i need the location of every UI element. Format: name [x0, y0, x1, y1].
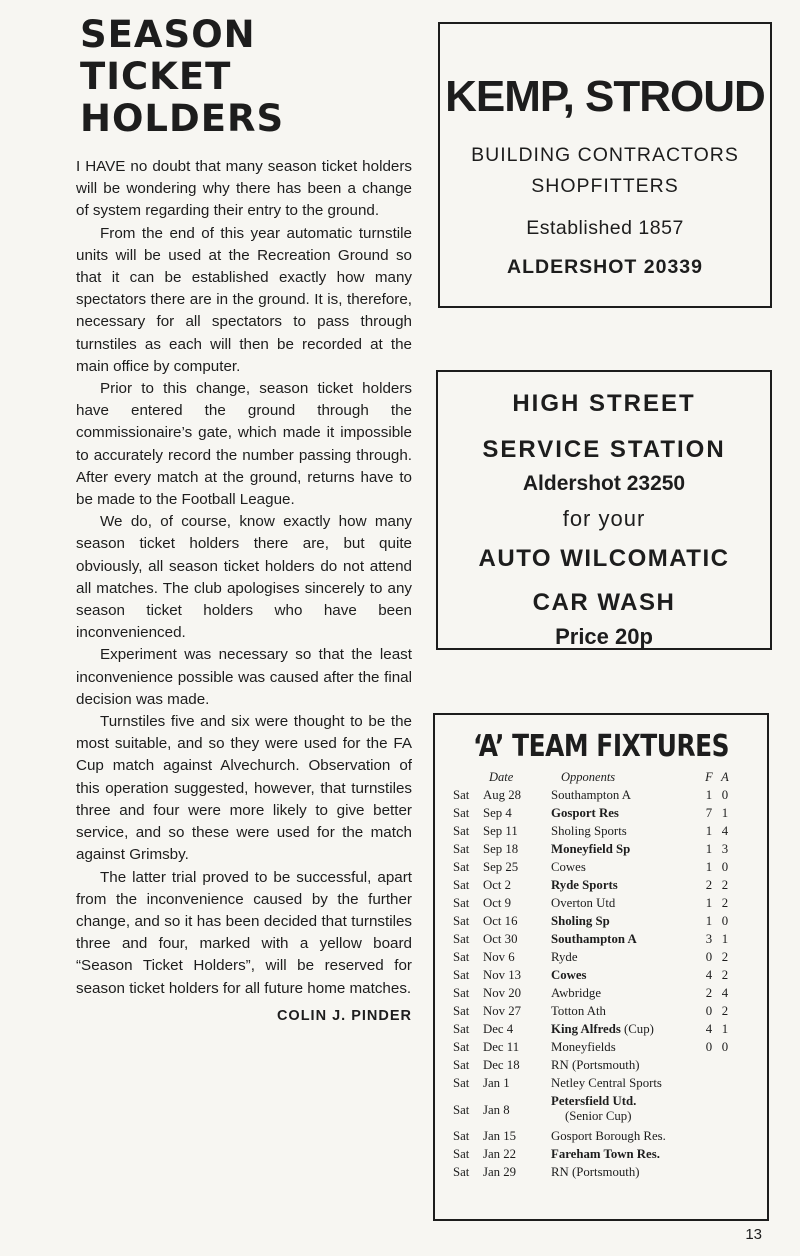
fixture-date: Jan 29 [483, 1165, 517, 1179]
fixture-opponent [551, 1056, 701, 1074]
fixtures-table [453, 768, 733, 1181]
opponent-name: Petersfield Utd. [551, 1094, 637, 1108]
fixture-against: 0 [721, 914, 729, 928]
fixture-day: Sat [453, 1076, 470, 1090]
fixture-opponent [551, 894, 701, 912]
opponent-name: Sholing Sp [551, 914, 610, 928]
fixture-row [453, 1020, 733, 1038]
opponent-name: RN (Portsmouth) [551, 1058, 640, 1072]
fixture-day: Sat [453, 914, 470, 928]
opponent-name: Sholing Sports [551, 824, 627, 838]
fixture-against: 3 [721, 842, 729, 856]
fixture-date: Jan 1 [483, 1076, 510, 1090]
ad-line: SHOPFITTERS [531, 175, 679, 197]
fixture-against: 0 [721, 860, 729, 874]
fixture-date: Jan 8 [483, 1102, 510, 1117]
fixture-for: 1 [705, 788, 713, 802]
fixture-against: 1 [721, 1022, 729, 1036]
ad-line: CAR WASH [532, 589, 676, 616]
fixture-date: Jan 15 [483, 1129, 517, 1143]
opponent-name: Southampton A [551, 932, 637, 946]
opponent-name: Overton Utd [551, 896, 616, 910]
fixture-for: 0 [705, 1004, 713, 1018]
ad-line: BUILDING CONTRACTORS [471, 144, 739, 166]
fixture-for [701, 1145, 717, 1163]
opponent-name: Gosport Res [551, 806, 619, 820]
fixture-opponent [551, 804, 701, 822]
opponent-name: Totton Ath [551, 1004, 606, 1018]
fixture-day: Sat [453, 968, 470, 982]
title-line: HOLDERS [80, 97, 285, 140]
fixture-day: Sat [453, 824, 470, 838]
fixture-row [453, 1145, 733, 1163]
fixture-opponent [551, 858, 701, 876]
fixture-opponent [551, 1020, 701, 1038]
fixture-day: Sat [453, 1129, 470, 1143]
fixture-for: 1 [705, 842, 713, 856]
fixtures-box [433, 713, 769, 1221]
fixture-day: Sat [453, 1004, 470, 1018]
fixture-date: Sep 4 [483, 806, 512, 820]
article-body [76, 156, 412, 1000]
fixture-against [717, 1056, 733, 1074]
fixture-for: 1 [705, 896, 713, 910]
fixture-against [717, 1145, 733, 1163]
fixture-row [453, 894, 733, 912]
fixture-against: 1 [721, 932, 729, 946]
fixture-against: 4 [721, 986, 729, 1000]
paragraph: Prior to this change, season ticket holders have entered the ground through the commissionaire’s gate, which made it impossible to accurately record the number passing through. After every match at the ground, returns have to be made to the Football League. [76, 380, 412, 509]
ad-line: AUTO WILCOMATIC [478, 545, 730, 572]
ad-established: Established 1857 [526, 217, 684, 239]
opponent-name: Ryde [551, 950, 578, 964]
opponent-note: (Cup) [620, 1022, 654, 1036]
opponent-name: Ryde Sports [551, 878, 618, 892]
fixture-for: 7 [705, 806, 713, 820]
fixture-opponent [551, 948, 701, 966]
fixture-day: Sat [453, 842, 470, 856]
fixture-day: Sat [453, 950, 470, 964]
title-line: TICKET [80, 55, 232, 98]
fixture-date: Oct 2 [483, 878, 512, 892]
opponent-name: Cowes [551, 968, 587, 982]
fixture-day: Sat [453, 1022, 470, 1036]
opponent-name: Awbridge [551, 986, 602, 1000]
opponent-name: Cowes [551, 860, 586, 874]
opponent-name: Netley Central Sports [551, 1076, 662, 1090]
fixture-row [453, 984, 733, 1002]
fixture-date: Dec 18 [483, 1058, 520, 1072]
fixture-against: 4 [721, 824, 729, 838]
col-date: Date [489, 770, 514, 784]
fixture-opponent [551, 984, 701, 1002]
fixture-day: Sat [453, 1058, 470, 1072]
fixture-date: Sep 25 [483, 860, 519, 874]
fixture-date: Jan 22 [483, 1147, 517, 1161]
opponent-name: RN (Portsmouth) [551, 1165, 640, 1179]
fixture-date: Dec 11 [483, 1040, 520, 1054]
fixture-day: Sat [453, 986, 470, 1000]
fixture-row [453, 840, 733, 858]
fixture-day: Sat [453, 878, 470, 892]
fixture-row [453, 930, 733, 948]
fixture-row [453, 966, 733, 984]
paragraph: We do, of course, know exactly how many season ticket holders there are, but quite obviously, all season ticket holders do not attend all matches. The club apologises sincerely to any season ticket holders who have been inconvenienced. [76, 513, 412, 642]
ad-line: HIGH STREET [512, 390, 696, 417]
fixture-for [701, 1056, 717, 1074]
fixture-for [701, 1074, 717, 1092]
fixture-row [453, 1056, 733, 1074]
fixture-day: Sat [453, 932, 470, 946]
fixture-opponent [551, 840, 701, 858]
fixtures-header-row [453, 768, 733, 786]
fixture-day: Sat [453, 1165, 470, 1179]
fixture-for [701, 1092, 717, 1127]
article-title [80, 14, 412, 140]
fixture-against: 1 [721, 806, 729, 820]
ad-price: Price 20p [555, 624, 653, 649]
paragraph: From the end of this year automatic turnstile units will be used at the Recreation Ground so that it can be established exactly how many spectators there are in the ground. It is, therefore, necessary for all spectators to pass through turnstiles as each will then be recorded at the main office by computer. [76, 224, 412, 375]
opponent-name: Southampton A [551, 788, 631, 802]
fixture-opponent [551, 786, 701, 804]
col-for: F [705, 770, 713, 784]
fixture-for: 4 [705, 968, 713, 982]
opponent-name: Gosport Borough Res. [551, 1129, 666, 1143]
fixture-row [453, 858, 733, 876]
paragraph: I HAVE no doubt that many season ticket holders will be wondering why there has been a change of system regarding their entry to the ground. [76, 158, 412, 220]
fixture-for: 0 [705, 1040, 713, 1054]
fixture-row [453, 1002, 733, 1020]
fixture-row [453, 912, 733, 930]
fixture-against: 2 [721, 950, 729, 964]
fixture-against: 0 [721, 1040, 729, 1054]
fixture-date: Aug 28 [483, 788, 522, 802]
fixture-row [453, 786, 733, 804]
signature: COLIN J. PINDER [276, 1007, 412, 1024]
ad-phone: Aldershot 23250 [522, 472, 686, 495]
fixture-day: Sat [453, 1102, 470, 1117]
fixture-day: Sat [453, 788, 470, 802]
fixture-row [453, 822, 733, 840]
fixture-date: Oct 30 [483, 932, 518, 946]
fixture-day: Sat [453, 1147, 470, 1161]
fixture-against [717, 1127, 733, 1145]
fixture-opponent [551, 912, 701, 930]
fixture-row [453, 1038, 733, 1056]
fixture-day: Sat [453, 1040, 470, 1054]
fixture-opponent [551, 1163, 701, 1181]
fixture-day: Sat [453, 896, 470, 910]
title-line: SEASON [80, 13, 256, 56]
fixture-opponent [551, 1074, 701, 1092]
fixture-opponent [551, 1127, 701, 1145]
fixture-against [717, 1092, 733, 1127]
fixture-row [453, 948, 733, 966]
fixture-row [453, 1127, 733, 1145]
ad-phone: ALDERSHOT 20339 [507, 256, 703, 278]
paragraph: The latter trial proved to be successful, apart from the inconvenience caused by the further change, and so it has been decided that turnstiles three and four, marked with a yellow board “Season Ticket Holders”, will be reserved for season ticket holders for all future home matches. [76, 868, 412, 997]
fixture-for: 1 [705, 914, 713, 928]
fixture-for: 2 [705, 878, 713, 892]
fixture-date: Nov 6 [483, 950, 515, 964]
kemp-stroud-ad [438, 22, 772, 308]
fixture-against: 0 [721, 788, 729, 802]
fixture-opponent [551, 966, 701, 984]
fixture-against: 2 [721, 968, 729, 982]
fixture-row [453, 1074, 733, 1092]
fixture-day: Sat [453, 806, 470, 820]
paragraph: Experiment was necessary so that the least inconvenience possible was caused after the final decision was made. [76, 646, 412, 708]
fixture-day: Sat [453, 860, 470, 874]
fixture-row [453, 876, 733, 894]
fixtures-heading: ‘A’ TEAM FIXTURES [472, 729, 730, 764]
fixture-for: 3 [705, 932, 713, 946]
ad-line: for your [562, 506, 646, 531]
page-number: 13 [745, 1226, 762, 1243]
opponent-name: King Alfreds [551, 1022, 621, 1036]
fixture-opponent [551, 1002, 701, 1020]
ad-line: SERVICE STATION [482, 436, 726, 463]
fixture-against: 2 [721, 878, 729, 892]
fixture-date: Sep 11 [483, 824, 518, 838]
opponent-note: (Senior Cup) [565, 1109, 632, 1123]
fixture-date: Oct 16 [483, 914, 518, 928]
fixture-for: 1 [705, 824, 713, 838]
fixture-for [701, 1127, 717, 1145]
fixture-for: 0 [705, 950, 713, 964]
article-column [76, 14, 412, 1024]
fixture-for: 2 [705, 986, 713, 1000]
fixture-against [717, 1074, 733, 1092]
fixture-row [453, 804, 733, 822]
fixture-against: 2 [721, 896, 729, 910]
col-against: A [721, 770, 729, 784]
fixture-for: 1 [705, 860, 713, 874]
fixture-opponent [551, 930, 701, 948]
fixture-date: Nov 27 [483, 1004, 522, 1018]
opponent-name: Moneyfield Sp [551, 842, 631, 856]
fixture-against [717, 1163, 733, 1181]
opponent-name: Fareham Town Res. [551, 1147, 660, 1161]
fixture-date: Dec 4 [483, 1022, 514, 1036]
fixture-for: 4 [705, 1022, 713, 1036]
ad-company-name: KEMP, STROUD [445, 72, 765, 121]
col-opponents: Opponents [561, 770, 616, 784]
fixture-date: Nov 13 [483, 968, 522, 982]
fixture-date: Sep 18 [483, 842, 519, 856]
paragraph: Turnstiles five and six were thought to be the most suitable, and so they were used for the FA Cup match against Alvechurch. Observation of this operation suggested, however, that turnstiles three and four were more likely to give better service, and so these were used for the match against Grimsby. [76, 713, 412, 864]
fixture-against: 2 [721, 1004, 729, 1018]
fixture-opponent [551, 876, 701, 894]
fixture-opponent [551, 1092, 701, 1127]
fixture-opponent [551, 1145, 701, 1163]
fixture-row [453, 1092, 733, 1127]
fixture-opponent [551, 1038, 701, 1056]
service-station-ad [436, 370, 772, 650]
fixture-row [453, 1163, 733, 1181]
opponent-name: Moneyfields [551, 1040, 616, 1054]
fixture-date: Nov 20 [483, 986, 522, 1000]
fixture-for [701, 1163, 717, 1181]
fixture-date: Oct 9 [483, 896, 512, 910]
fixture-opponent [551, 822, 701, 840]
